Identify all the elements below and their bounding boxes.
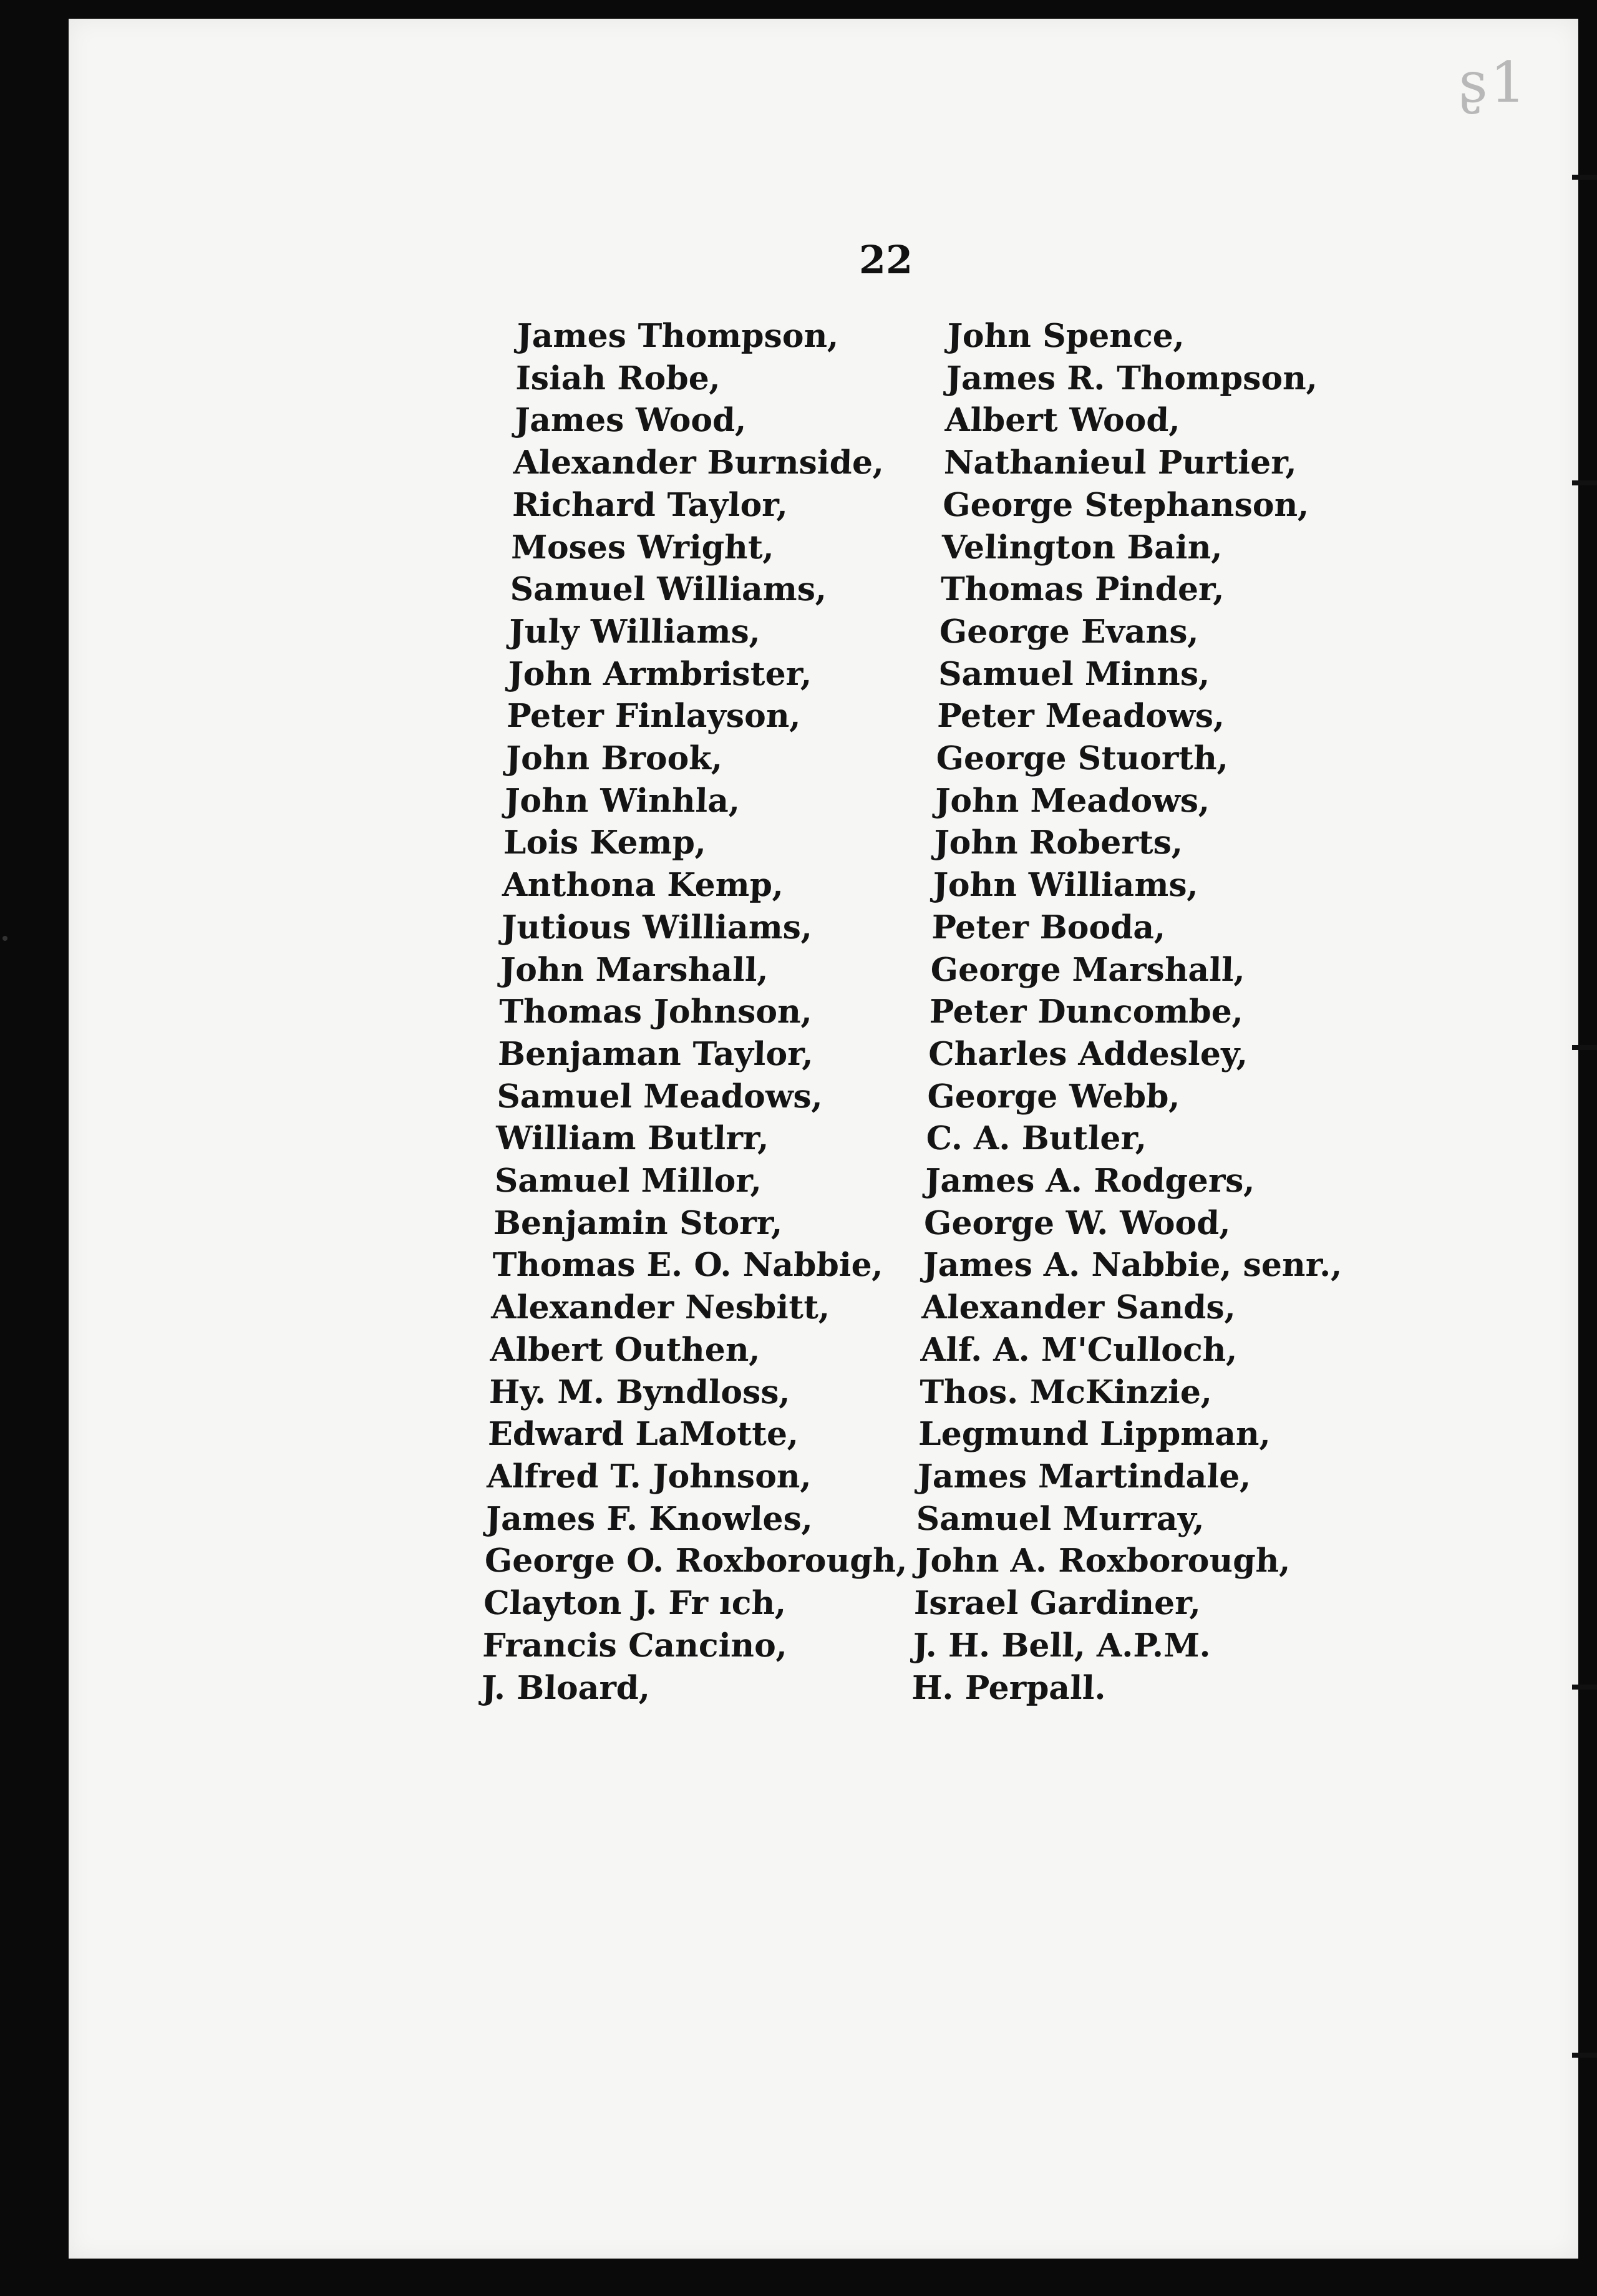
name-entry: Alf. A. M'Culloch,: [920, 1330, 1238, 1369]
name-entry: Albert Wood,: [944, 401, 1181, 440]
name-entry: George Marshall,: [930, 950, 1246, 989]
name-entry: John Spence,: [946, 317, 1185, 355]
name-entry: Peter Booda,: [931, 908, 1167, 946]
name-entry: John Armbrister,: [507, 654, 813, 693]
name-entry: Jutious Williams,: [500, 908, 813, 946]
name-entry: Anthona Kemp,: [502, 866, 785, 905]
name-entry: James R. Thompson,: [945, 359, 1319, 397]
name-entry: Samuel Williams,: [509, 570, 828, 609]
name-entry: Thomas E. O. Nabbie,: [492, 1246, 884, 1285]
name-entry: George Stephanson,: [942, 485, 1310, 524]
name-entry: Charles Addesley,: [928, 1034, 1249, 1073]
name-entry: George O. Roxborough,: [484, 1542, 908, 1580]
name-entry: Hy. M. Byndloss,: [488, 1373, 791, 1411]
name-entry: John Meadows,: [934, 781, 1211, 820]
name-entry: Thos. McKinzie,: [919, 1373, 1213, 1411]
name-entry: James A. Nabbie, senr.,: [922, 1246, 1343, 1285]
name-entry: Albert Outhen,: [490, 1330, 761, 1369]
name-entry: John A. Roxborough,: [915, 1542, 1291, 1580]
name-entry: James Wood,: [514, 401, 747, 440]
edge-tick-mark: [1572, 480, 1597, 485]
name-entry: Benjaman Taylor,: [497, 1034, 814, 1073]
name-entry: Moses Wright,: [510, 528, 775, 567]
name-entry: Israel Gardiner,: [913, 1584, 1201, 1623]
name-entry: Lois Kemp,: [503, 824, 707, 862]
name-entry: George Stuorth,: [935, 739, 1229, 778]
name-entry: James Martindale,: [916, 1457, 1252, 1496]
name-entry: Samuel Minns,: [938, 654, 1211, 693]
name-entry: James F. Knowles,: [485, 1499, 813, 1538]
name-entry: James Thompson,: [516, 317, 840, 355]
name-list-left: [481, 315, 940, 1709]
name-entry: Alexander Burnside,: [513, 444, 885, 482]
edge-tick-mark: [1572, 175, 1597, 180]
name-entry: Clayton J. Fr ıch,: [483, 1584, 787, 1623]
edge-tick-mark: [1572, 2053, 1597, 2058]
name-entry: John Williams,: [932, 866, 1199, 905]
name-entry: George Webb,: [926, 1077, 1181, 1116]
name-entry: John Roberts,: [933, 824, 1184, 862]
corner-pencil-mark: ʂ1: [1459, 50, 1528, 115]
name-entry: Thomas Johnson,: [498, 993, 813, 1031]
name-entry: Alexander Sands,: [921, 1288, 1236, 1327]
name-entry: J. H. Bell, A.P.M.: [912, 1626, 1211, 1665]
edge-tick-mark: [1572, 1685, 1597, 1690]
page-number: 22: [858, 237, 913, 283]
name-entry: Velington Bain,: [941, 528, 1223, 567]
name-entry: Samuel Murray,: [915, 1499, 1205, 1538]
name-entry: Peter Meadows,: [936, 697, 1226, 736]
name-entry: William Butlrr,: [495, 1119, 770, 1158]
name-entry: Edward LaMotte,: [487, 1415, 800, 1454]
name-entry: Benjamin Storr,: [493, 1204, 784, 1242]
name-entry: John Brook,: [505, 739, 724, 778]
name-entry: Peter Duncombe,: [929, 993, 1244, 1031]
name-entry: Thomas Pinder,: [939, 570, 1225, 609]
name-entry: Nathanieul Purtier,: [943, 444, 1298, 482]
edge-tick-mark: [1572, 1045, 1597, 1050]
name-entry: Peter Finlayson,: [506, 697, 802, 736]
name-entry: Legmund Lippman,: [918, 1415, 1271, 1454]
name-entry: Francis Cancino,: [482, 1626, 788, 1665]
name-entry: Alfred T. Johnson,: [486, 1457, 812, 1496]
name-entry: George Evans,: [939, 612, 1200, 651]
name-entry: Samuel Millor,: [494, 1162, 762, 1200]
name-entry: John Marshall,: [499, 950, 769, 989]
name-entry: July Williams,: [508, 612, 761, 651]
name-entry: Samuel Meadows,: [496, 1077, 823, 1116]
name-entry: H. Perpall.: [911, 1668, 1107, 1707]
name-entry: John Winhla,: [504, 781, 741, 820]
scan-speck: [2, 936, 7, 941]
name-entry: C. A. Butler,: [925, 1119, 1148, 1158]
name-entry: J. Bloard,: [480, 1668, 651, 1707]
name-entry: Isiah Robe,: [515, 359, 721, 397]
name-list-right: [911, 315, 1367, 1709]
name-entry: Richard Taylor,: [512, 485, 789, 524]
name-entry: George W. Wood,: [923, 1204, 1231, 1242]
name-entry: Alexander Nesbitt,: [490, 1288, 831, 1327]
name-entry: James A. Rodgers,: [925, 1162, 1256, 1200]
